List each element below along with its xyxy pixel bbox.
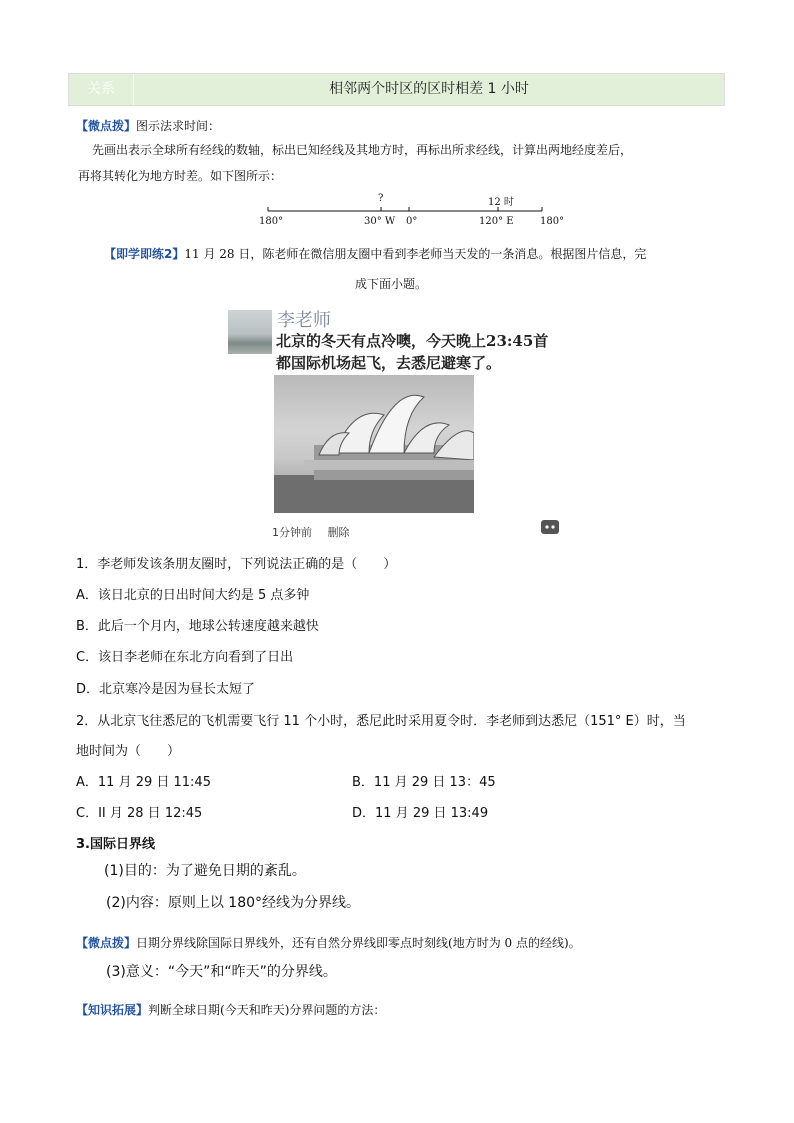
extension-text: 判断全球日期(今天和昨天)分界问题的方法： [148, 1003, 386, 1017]
opera-house-photo [274, 375, 474, 513]
tip-tag: 【微点拨】 [76, 119, 137, 133]
tick-30w: 30° W [364, 216, 396, 227]
extension-line [76, 1002, 736, 1018]
comment-icon[interactable] [541, 520, 559, 534]
opera-house-illustration [274, 375, 474, 513]
practice-line-1 [104, 246, 734, 262]
q1-option-a: A．该日北京的日出时间大约是 5 点多钟 [76, 588, 310, 603]
tick-180-left: 180° [259, 216, 284, 227]
section-3-item-2: (2)内容：原则上以 180°经线为分界线。 [106, 895, 361, 911]
q2-option-a: A．11 月 29 日 11:45 [76, 775, 211, 790]
practice-line-2: 成下面小题。 [355, 277, 428, 291]
wechat-message-line-1: 北京的冬天有点冷噢，今天晚上23:45首 [276, 332, 549, 350]
tip-text: 图示法求时间： [136, 119, 221, 133]
paragraph-line-2: 再将其转化为地方时差。如下图所示： [78, 169, 283, 183]
paragraph-line-1: 先画出表示全球所有经线的数轴，标出已知经线及其地方时，再标出所求经线，计算出两地经度差后， [92, 143, 633, 157]
tip-line-1 [76, 118, 220, 134]
wechat-delete-link[interactable]: 删除 [327, 526, 350, 539]
q1-option-b: B．此后一个月内，地球公转速度越来越快 [76, 619, 319, 634]
q1-stem: 1．李老师发该条朋友圈时，下列说法正确的是（ ） [76, 557, 397, 572]
tick-180-right: 180° [540, 216, 565, 227]
header-right-cell: 相邻两个时区的区时相差 1 小时 [329, 81, 529, 97]
q2-stem-line-1: 2．从北京飞往悉尼的飞机需要飞行 11 个小时，悉尼此时采用夏令时．李老师到达悉尼（151° E）时，当 [76, 714, 686, 729]
q2-stem-line-2: 地时间为（ ） [76, 744, 181, 759]
header-left-cell: 关系 [69, 74, 134, 105]
section-3-item-1: (1)目的：为了避免日期的紊乱。 [104, 863, 306, 879]
wechat-timestamp: 1分钟前 [272, 526, 312, 539]
tip2-text: 日期分界线除国际日界线外，还有自然分界线即零点时刻线(地方时为 0 点的经线)。 [136, 936, 581, 950]
practice-tag: 【即学即练2】 [104, 247, 185, 261]
wechat-message [276, 330, 566, 374]
q1-option-d: D．北京寒冷是因为昼长太短了 [76, 682, 256, 697]
wechat-footer [272, 524, 350, 540]
timeline-12h-label: 12 时 [488, 197, 514, 208]
practice-text: 11 月 28 日，陈老师在微信朋友圈中看到李老师当天发的一条消息。根据图片信息，完 [184, 247, 647, 261]
section-3-title: 3.国际日界线 [76, 837, 155, 852]
avatar [228, 310, 272, 354]
timeline-question-label: ? [378, 193, 384, 204]
q2-option-b: B．11 月 29 日 13：45 [352, 775, 496, 790]
extension-tag: 【知识拓展】 [76, 1003, 149, 1017]
q2-option-d: D．11 月 29 日 13:49 [352, 806, 489, 821]
q1-option-c: C．该日李老师在东北方向看到了日出 [76, 650, 294, 665]
q2-option-c: C．II 月 28 日 12:45 [76, 806, 203, 821]
tip-line-2 [76, 935, 736, 951]
timeline-diagram [250, 192, 570, 232]
tick-0: 0° [406, 216, 418, 227]
wechat-message-line-2: 都国际机场起飞，去悉尼避寒了。 [276, 354, 502, 372]
tip2-tag: 【微点拨】 [76, 936, 137, 950]
tick-120e: 120° E [479, 216, 514, 227]
wechat-username: 李老师 [277, 310, 331, 331]
section-3-item-3: (3)意义：“今天”和“昨天”的分界线。 [106, 964, 337, 980]
header-table [68, 73, 725, 106]
